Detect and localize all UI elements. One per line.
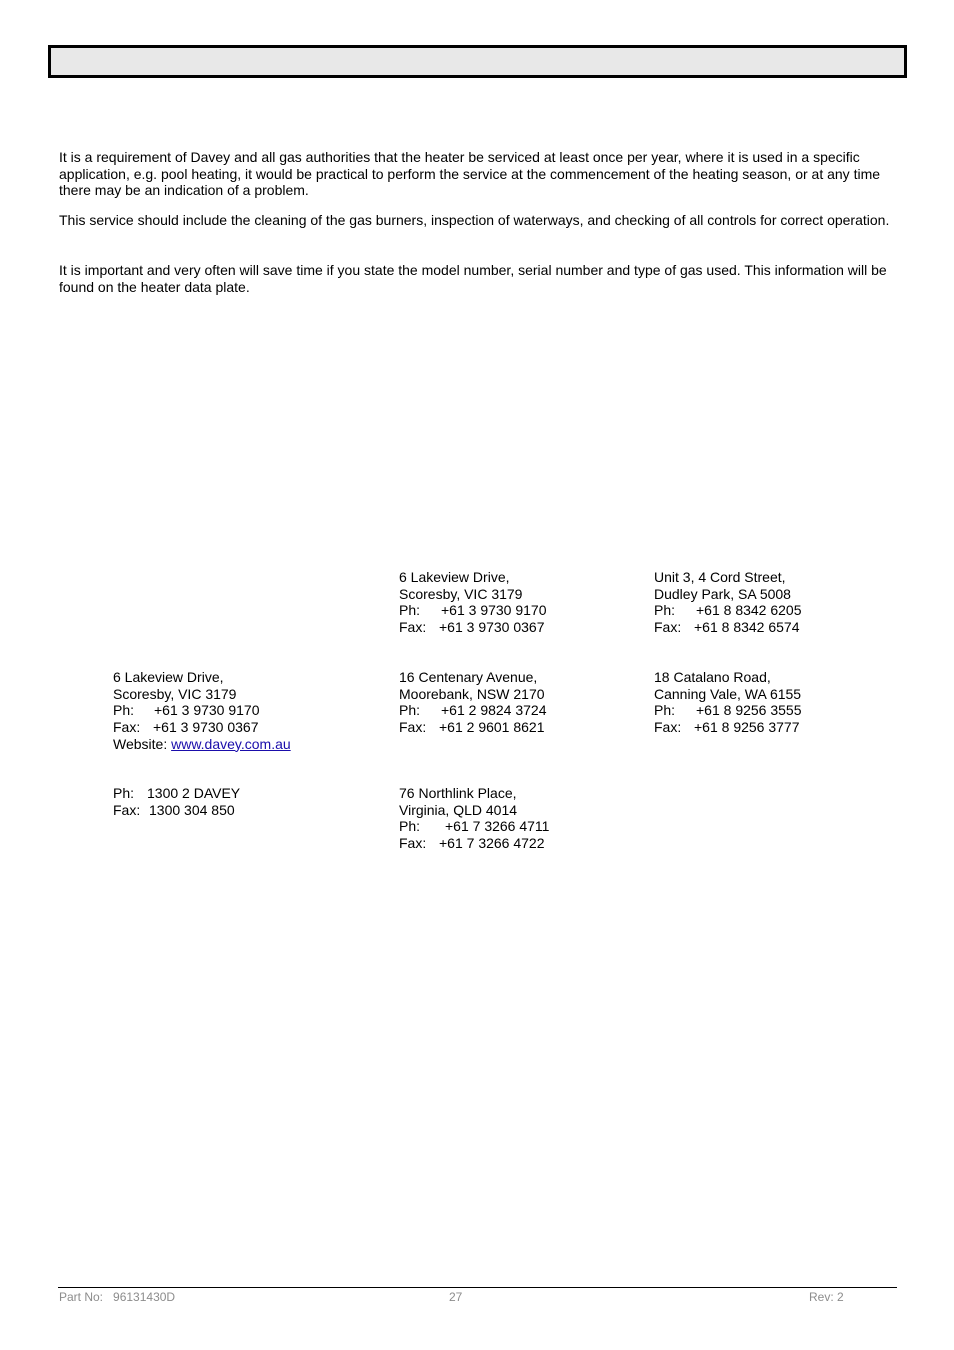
office-national xyxy=(113,785,240,818)
office-sa xyxy=(654,569,802,636)
section-title-bar xyxy=(48,45,907,78)
phone-row: Ph: +61 7 3266 4711 xyxy=(399,818,550,835)
website-row: Website: www.davey.com.au xyxy=(113,735,291,752)
fax-row: Fax: +61 2 9601 8621 xyxy=(399,719,545,736)
address-line: Canning Vale, WA 6155 xyxy=(654,685,802,702)
address-line: Scoresby, VIC 3179 xyxy=(399,585,523,602)
footer-revision: Rev: 2 xyxy=(809,1290,844,1304)
phone-row: Ph: +61 3 9730 9170 xyxy=(113,702,260,719)
fax-row: Fax: +61 3 9730 0367 xyxy=(399,619,545,636)
address-line: Dudley Park, SA 5008 xyxy=(654,585,791,602)
address-line: 6 Lakeview Drive, xyxy=(113,669,224,685)
address-line: Virginia, QLD 4014 xyxy=(399,801,518,818)
phone-row: Ph: +61 3 9730 9170 xyxy=(399,602,547,619)
footer-part-number: Part No: 96131430D xyxy=(59,1290,176,1304)
fax-row: Fax: +61 8 9256 3777 xyxy=(654,719,800,736)
fax-row: Fax: +61 3 9730 0367 xyxy=(113,719,259,736)
phone-row: Ph: +61 8 9256 3555 xyxy=(654,702,802,719)
address-line: Scoresby, VIC 3179 xyxy=(113,685,237,702)
address-line: 6 Lakeview Drive, xyxy=(399,569,510,585)
office-vic xyxy=(399,569,547,636)
intro-paragraph-2: This service should include the cleaning of the gas burners, inspection of waterways, and checking of all controls for correct operation. xyxy=(59,212,890,228)
office-nsw xyxy=(399,669,547,736)
website-link[interactable]: www.davey.com.au xyxy=(171,735,291,752)
fax-row: Fax: 1300 304 850 xyxy=(113,801,235,818)
phone-row: Ph: +61 8 8342 6205 xyxy=(654,602,802,619)
address-line: 16 Centenary Avenue, xyxy=(399,669,538,685)
address-line: Moorebank, NSW 2170 xyxy=(399,685,545,702)
office-wa xyxy=(654,669,802,736)
phone-row: Ph: +61 2 9824 3724 xyxy=(399,702,547,719)
footer-divider xyxy=(58,1287,897,1288)
fax-row: Fax: +61 7 3266 4722 xyxy=(399,835,545,852)
address-line: Unit 3, 4 Cord Street, xyxy=(654,569,786,585)
phone-row: Ph: 1300 2 DAVEY xyxy=(113,785,241,801)
office-qld xyxy=(399,785,549,852)
address-line: 18 Catalano Road, xyxy=(654,669,771,685)
intro-paragraph-1: It is a requirement of Davey and all gas authorities that the heater be serviced at least once per year, where it is used in a specific application, e.g. pool heating, it would be practical to perform the service at the commencement of the heating season, or at any time there may be an indication of a problem. xyxy=(59,149,881,198)
office-head xyxy=(113,669,291,753)
intro-paragraph-3: It is important and very often will save time if you state the model number, serial number and type of gas used. This information will be found on the heater data plate. xyxy=(59,262,887,295)
address-line: 76 Northlink Place, xyxy=(399,785,517,801)
fax-row: Fax: +61 8 8342 6574 xyxy=(654,619,800,636)
footer-page-number: 27 xyxy=(449,1290,463,1304)
